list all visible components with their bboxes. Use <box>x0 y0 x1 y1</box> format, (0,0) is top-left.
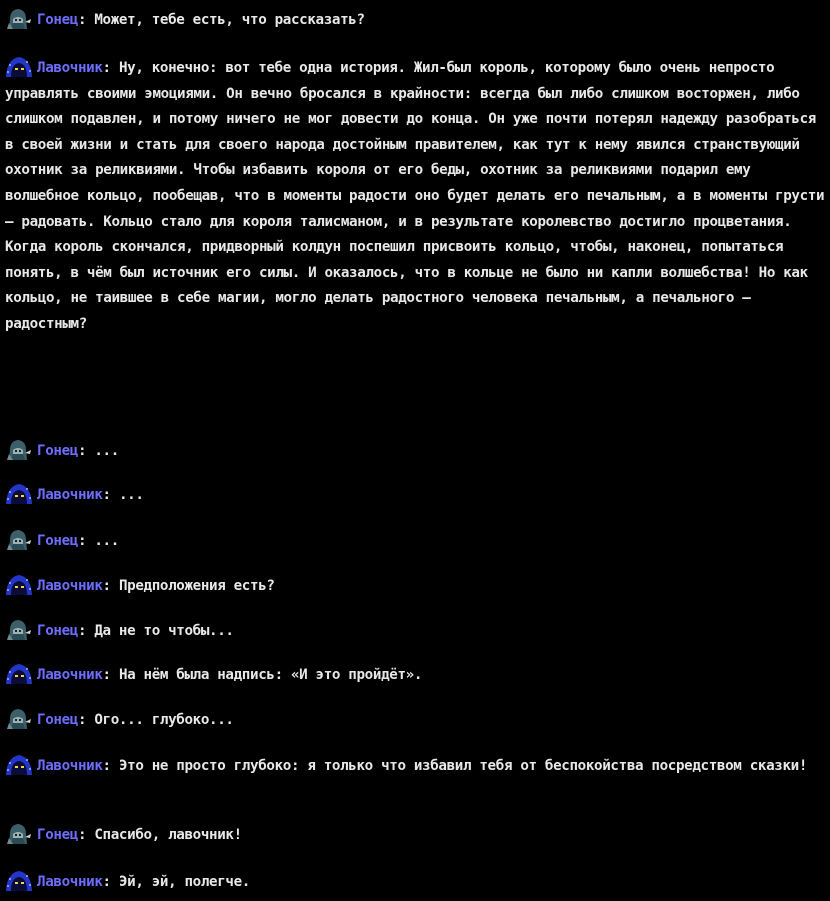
dialog-text: Может, тебе есть, что рассказать? <box>94 12 365 28</box>
speaker-name: Лавочник <box>37 60 103 76</box>
dialog-text: ... <box>118 487 144 503</box>
dialog-text: Ого... глубоко... <box>94 712 234 728</box>
speaker-name: Гонец <box>37 712 78 728</box>
dialog-text: Ну, конечно: вот тебе одна история. Жил-был король, которому было очень непросто управлять своими эмоциями. Он вечно бросался в крайности: всегда был либо слишком восторжен, либо слишком подавлен, и потому ничего не мог довести до конца. Он уже почти потерял надежду разобраться в своей жизни и стать для своего народа достойным правителем, как тут к нему явился странствующий охотник за реликвиями. Чтобы избавить короля от его беды, охотник за реликвиями подарил ему волшебное кольцо, пообещав, что в моменты радости оно будет делать его печальным, а в моменты грусти — радовать. Кольцо стало для короля талисманом, и в результате королевство достигло процветания. Когда король скончался, придворный колдун поспешил присвоить кольцо, чтобы, наконец, попытаться понять, в чём был источник его силы. И оказалось, что в кольце не было ни капли волшебства! Но как кольцо, не таившее в себе магии, могло делать радостного человека печальным, а печального — радостным? <box>5 60 825 332</box>
hooded-courier-portrait-icon <box>5 438 33 460</box>
blue-hooded-shopkeeper-portrait-icon <box>5 869 33 891</box>
dialog-line: Гонец: ... <box>5 528 827 555</box>
dialog-text: Да не то чтобы... <box>94 623 234 639</box>
dialog-line: Гонец: Может, тебе есть, что рассказать? <box>5 7 827 34</box>
hooded-courier-portrait-icon <box>5 618 33 640</box>
hooded-courier-portrait-icon <box>5 707 33 729</box>
speaker-name: Лавочник <box>37 578 103 594</box>
dialog-line: Лавочник: Эй, эй, полегче. <box>5 869 827 896</box>
blue-hooded-shopkeeper-portrait-icon <box>5 482 33 504</box>
dialog-line: Гонец: Спасибо, лавочник! <box>5 822 827 849</box>
blue-hooded-shopkeeper-portrait-icon <box>5 55 33 77</box>
blue-hooded-shopkeeper-portrait-icon <box>5 662 33 684</box>
dialog-line: Лавочник: Это не просто глубоко: я только что избавил тебя от беспокойства посредством сказки! <box>5 753 827 780</box>
dialog-line: Лавочник: ... <box>5 482 827 509</box>
hooded-courier-portrait-icon <box>5 822 33 844</box>
dialog-text: Эй, эй, полегче. <box>118 874 251 890</box>
speaker-name: Гонец <box>37 623 78 639</box>
speaker-name: Гонец <box>37 827 78 843</box>
dialog-line: Лавочник: На нём была надпись: «И это пройдёт». <box>5 662 827 689</box>
dialog-text: Спасибо, лавочник! <box>94 827 242 843</box>
dialog-line: Лавочник: Предположения есть? <box>5 573 827 600</box>
speaker-name: Гонец <box>37 533 78 549</box>
dialog-line: Гонец: Ого... глубоко... <box>5 707 827 734</box>
blue-hooded-shopkeeper-portrait-icon <box>5 753 33 775</box>
dialog-text: На нём была надпись: «И это пройдёт». <box>118 667 423 683</box>
dialog-line: Гонец: Да не то чтобы... <box>5 618 827 645</box>
dialog-text: Предположения есть? <box>118 578 275 594</box>
dialog-text: ... <box>94 443 119 459</box>
dialog-line: Гонец: ... <box>5 438 827 465</box>
speaker-name: Лавочник <box>37 758 103 774</box>
speaker-name: Лавочник <box>37 874 103 890</box>
blue-hooded-shopkeeper-portrait-icon <box>5 573 33 595</box>
speaker-name: Гонец <box>37 12 78 28</box>
speaker-name: Лавочник <box>37 667 103 683</box>
hooded-courier-portrait-icon <box>5 528 33 550</box>
hooded-courier-portrait-icon <box>5 7 33 29</box>
speaker-name: Гонец <box>37 443 78 459</box>
speaker-name: Лавочник <box>37 487 103 503</box>
dialog-text: Это не просто глубоко: я только что избавил тебя от беспокойства посредством сказки! <box>118 758 808 774</box>
dialog-text: ... <box>94 533 119 549</box>
dialog-line: Лавочник: Ну, конечно: вот тебе одна история. Жил-был король, которому было очень непросто управлять своими эмоциями. Он вечно бросался в крайности: всегда был либо слишком восторжен, либо слишком подавлен, и потому ничего не мог довести до конца. Он уже почти потерял надежду разобраться в своей жизни и стать для своего народа достойным правителем, как тут к нему явился странствующий охотник за реликвиями. Чтобы избавить короля от его беды, охотник за реликвиями подарил ему волшебное кольцо, пообещав, что в моменты радости оно будет делать его печальным, а в моменты грусти — радовать. Кольцо стало для короля талисманом, и в результате королевство достигло процветания. Когда король скончался, придворный колдун поспешил присвоить кольцо, чтобы, наконец, попытаться понять, в чём был источник его силы. И оказалось, что в кольце не было ни капли волшебства! Но как кольцо, не таившее в себе магии, могло делать радостного человека печальным, а печального — радостным? <box>5 55 827 338</box>
